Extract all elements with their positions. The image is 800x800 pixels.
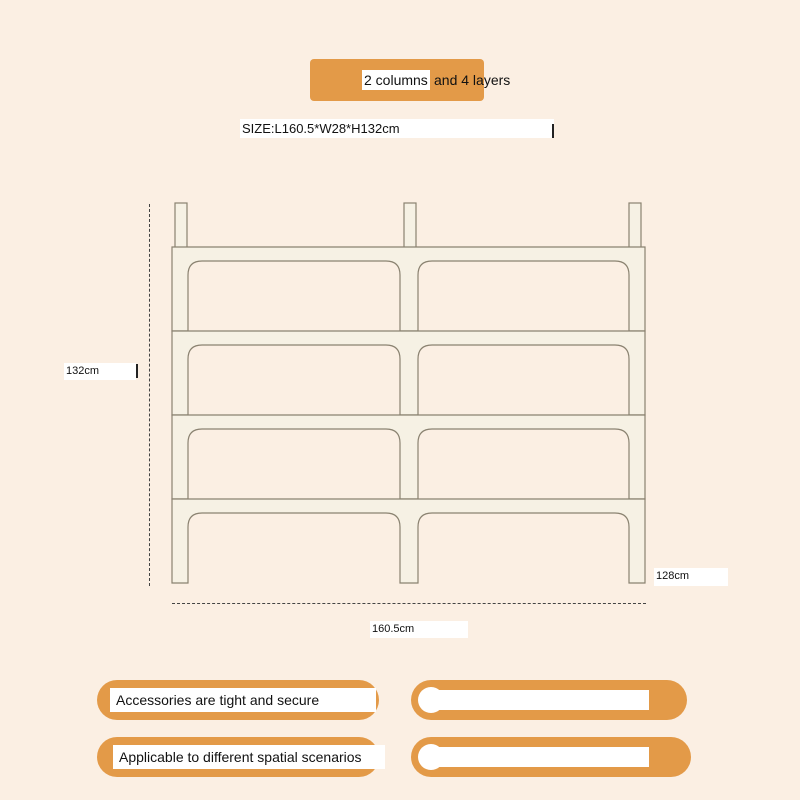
height-label: 132cm (64, 363, 136, 380)
shelf-tier-1 (172, 247, 645, 331)
feature-bar-1 (436, 690, 649, 710)
width-dimension-line (172, 603, 646, 604)
layout-label-layers: and 4 layers (434, 72, 511, 88)
size-label-edge (552, 124, 554, 138)
size-label: SIZE:L160.5*W28*H132cm (240, 119, 554, 138)
shelf-tier-4 (172, 499, 645, 583)
height-label-edge (136, 364, 138, 378)
feature-bar-2 (436, 747, 649, 767)
layout-label-columns: 2 columns (364, 72, 428, 88)
feature-label-1: Accessories are tight and secure (110, 688, 376, 712)
shelf-tier-2 (172, 331, 645, 415)
width-label: 160.5cm (370, 621, 468, 638)
height-dimension-line (149, 204, 150, 586)
shelf-post-top-middle (404, 203, 416, 248)
feature-label-2: Applicable to different spatial scenarios (113, 745, 385, 769)
shelf-illustration (160, 190, 660, 600)
shelf-tier-3 (172, 415, 645, 499)
shelf-post-top-left (175, 203, 187, 248)
depth-label: 128cm (654, 568, 728, 586)
shelf-post-top-right (629, 203, 641, 248)
